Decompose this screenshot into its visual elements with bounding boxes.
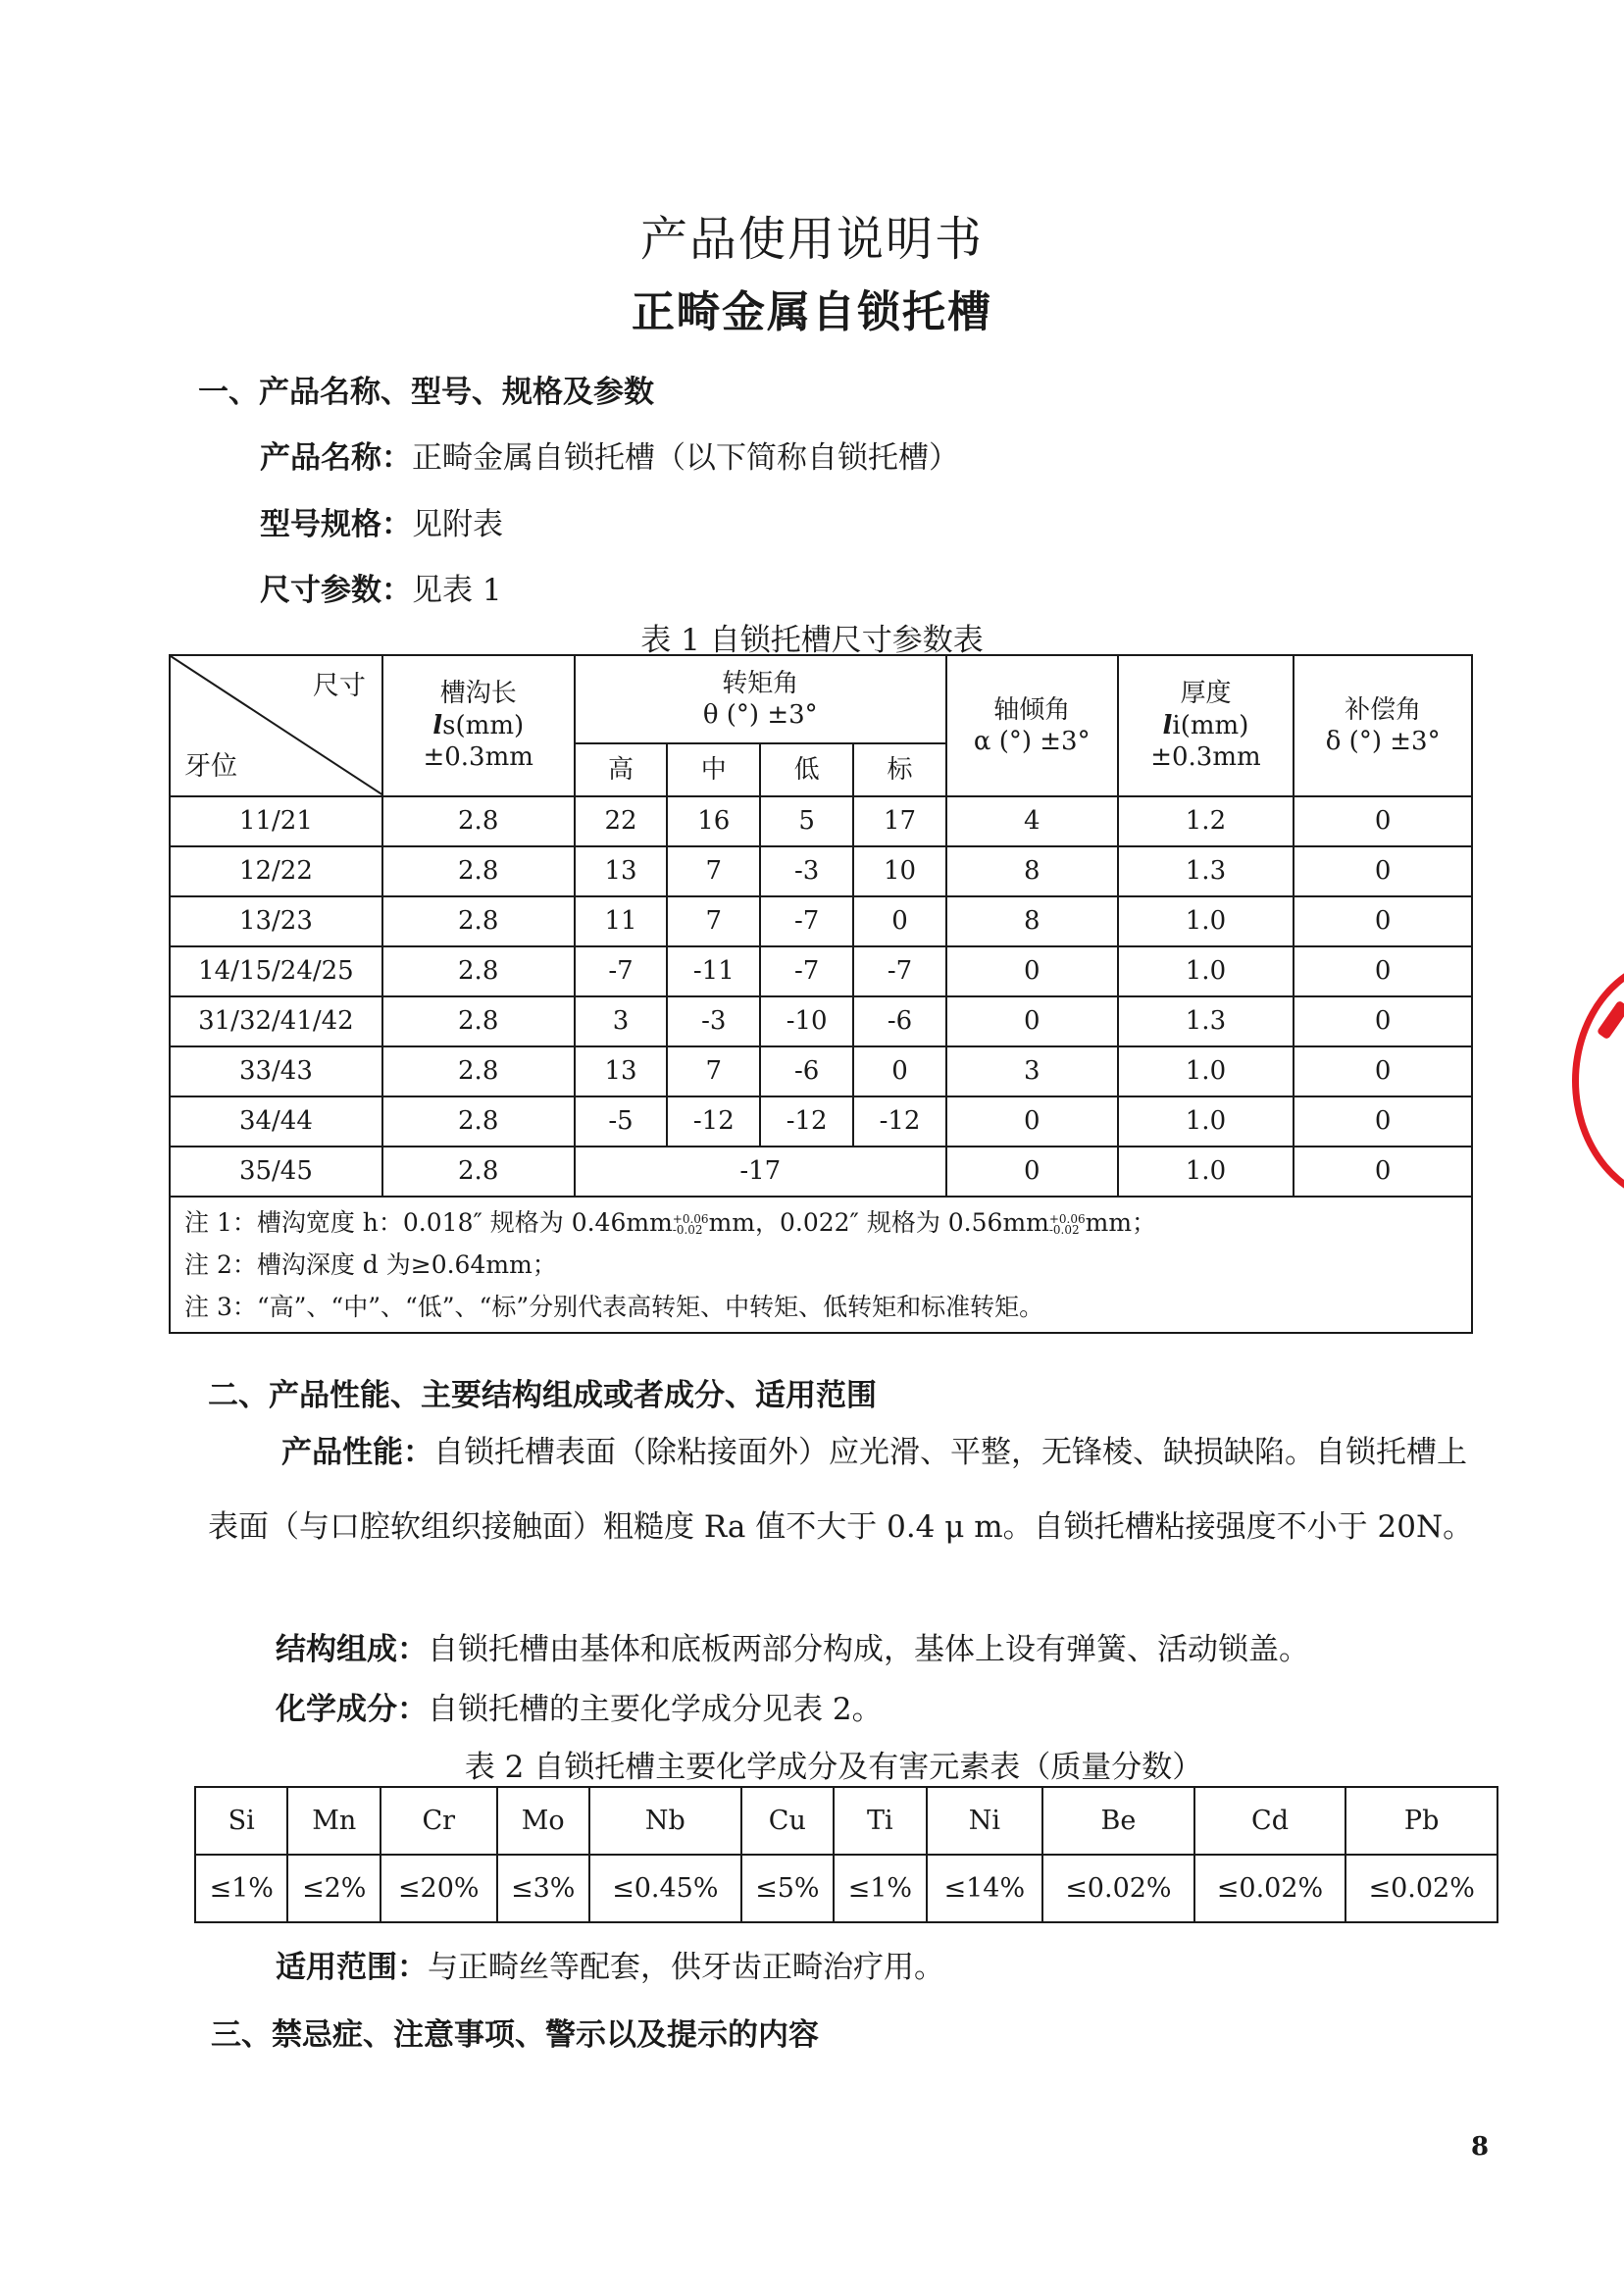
corner-top-label: 尺寸: [312, 671, 366, 701]
table-row: [170, 1046, 1472, 1096]
table-row: 35/45 2.8 -17 0 1.0 0: [170, 1147, 1472, 1197]
table-cell-thick: 1.0: [1118, 1046, 1294, 1096]
model-line: [260, 499, 503, 543]
table-cell-pos: 13/23: [170, 896, 382, 946]
page-number: 8: [1471, 2132, 1490, 2162]
element-header: Nb: [589, 1787, 741, 1855]
table1-caption: 表 1 自锁托槽尺寸参数表: [640, 623, 984, 658]
element-value: ≤5%: [741, 1855, 834, 1922]
table-cell-axis: 8: [946, 896, 1118, 946]
table-cell-thick: 1.0: [1118, 946, 1294, 996]
element-value: ≤0.02%: [1345, 1855, 1497, 1922]
element-value: ≤0.02%: [1042, 1855, 1194, 1922]
table-cell-std: -7: [853, 946, 946, 996]
element-header: Mo: [497, 1787, 589, 1855]
table-cell-hi: 3: [575, 996, 668, 1046]
table-cell-lo: -6: [760, 1046, 853, 1096]
table-cell-std: 0: [853, 896, 946, 946]
table-cell-axis: 0: [946, 996, 1118, 1046]
table2: [194, 1786, 1498, 1923]
table-cell-mid: 7: [667, 846, 760, 896]
table-cell-lo: -7: [760, 896, 853, 946]
table-cell-hi: -5: [575, 1096, 668, 1147]
header-compensation: 补偿角 δ (°) ±3°: [1294, 655, 1472, 796]
product-name-line: [260, 433, 959, 477]
table-cell-len: 2.8: [382, 1096, 575, 1147]
table1-corner-cell: [170, 655, 382, 796]
table-row: [170, 946, 1472, 996]
element-header: Be: [1042, 1787, 1194, 1855]
subheader-low: 低: [760, 743, 853, 796]
table-row: [170, 796, 1472, 846]
table-cell-len: 2.8: [382, 846, 575, 896]
element-header: Cr: [381, 1787, 497, 1855]
table-cell-axis: 0: [946, 946, 1118, 996]
corner-bottom-label: 牙位: [184, 751, 237, 783]
chemistry-text: 自锁托槽的主要化学成分见表 2。: [428, 1692, 883, 1727]
table-cell-mid: -12: [667, 1096, 760, 1147]
table-cell-comp: 0: [1294, 896, 1472, 946]
subheader-mid: 中: [667, 743, 760, 796]
table-cell-mid: -3: [667, 996, 760, 1046]
dimension-label: 尺寸参数：: [260, 573, 412, 608]
table-cell-std: -6: [853, 996, 946, 1046]
note-1: 注 1：槽沟宽度 h：0.018″ 规格为 0.46mm+0.06 -0.02 mm，0.022″ 规格为 0.56mm+0.06 -0.02 mm；: [184, 1208, 1157, 1237]
table-cell-pos: 11/21: [170, 796, 382, 846]
element-header: Si: [195, 1787, 287, 1855]
table-cell-len: 2.8: [382, 996, 575, 1046]
table-cell-std: 0: [853, 1046, 946, 1096]
table-cell-axis: 8: [946, 846, 1118, 896]
table-cell-hi: 13: [575, 846, 668, 896]
table2-values-row: [195, 1855, 1497, 1922]
element-value: ≤20%: [381, 1855, 497, 1922]
document-subtitle: 正畸金属自锁托槽: [632, 287, 992, 337]
table-cell-thick: 1.3: [1118, 996, 1294, 1046]
chemistry-line: [276, 1684, 883, 1728]
table-cell-len: 2.8: [382, 796, 575, 846]
table-cell-lo: -3: [760, 846, 853, 896]
scope-text: 与正畸丝等配套，供牙齿正畸治疗用。: [428, 1950, 944, 1985]
table-cell-axis: 3: [946, 1046, 1118, 1096]
scope-label: 适用范围：: [276, 1950, 428, 1985]
element-value: ≤0.45%: [589, 1855, 741, 1922]
table-cell-comp: 0: [1294, 946, 1472, 996]
header-axis-angle: 轴倾角 α (°) ±3°: [946, 655, 1118, 796]
element-header: Pb: [1345, 1787, 1497, 1855]
document-title: 产品使用说明书: [639, 212, 984, 267]
table-cell-thick: 1.0: [1118, 896, 1294, 946]
table-cell-len: 2.8: [382, 946, 575, 996]
table-cell-comp: 0: [1294, 796, 1472, 846]
dimension-line: [260, 565, 502, 609]
element-value: ≤3%: [497, 1855, 589, 1922]
table-cell-lo: -7: [760, 946, 853, 996]
element-header: Mn: [287, 1787, 380, 1855]
table-cell-std: 10: [853, 846, 946, 896]
table-cell-comp: 0: [1294, 1046, 1472, 1096]
table-cell-thick: 1.0: [1118, 1096, 1294, 1147]
table-cell-len: 2.8: [382, 1046, 575, 1096]
chemistry-label: 化学成分：: [276, 1692, 428, 1727]
table-cell-pos: 33/43: [170, 1046, 382, 1096]
structure-line: [276, 1624, 1309, 1668]
element-header: Ni: [927, 1787, 1043, 1855]
section1-heading: 一、产品名称、型号、规格及参数: [198, 375, 654, 410]
table2-caption: 表 2 自锁托槽主要化学成分及有害元素表（质量分数）: [464, 1750, 1203, 1785]
performance-label: 产品性能：: [281, 1435, 433, 1470]
table-cell-comp: 0: [1294, 1096, 1472, 1147]
table-cell-hi: -7: [575, 946, 668, 996]
product-name-label: 产品名称：: [260, 440, 412, 476]
header-groove-length: 槽沟长 ls(mm) ±0.3mm: [382, 655, 575, 796]
element-value: ≤2%: [287, 1855, 380, 1922]
table1: [169, 654, 1473, 1334]
table-cell-hi: 13: [575, 1046, 668, 1096]
table1-header-row: [170, 655, 1472, 743]
table-cell-std: 17: [853, 796, 946, 846]
element-value: ≤1%: [834, 1855, 926, 1922]
structure-label: 结构组成：: [276, 1632, 428, 1667]
element-header: Ti: [834, 1787, 926, 1855]
model-label: 型号规格：: [260, 507, 412, 542]
subheader-std: 标: [853, 743, 946, 796]
table-cell-pos: 34/44: [170, 1096, 382, 1147]
table-row: [170, 846, 1472, 896]
element-header: Cu: [741, 1787, 834, 1855]
dimension-value: 见表 1: [412, 573, 502, 608]
element-value: ≤0.02%: [1194, 1855, 1346, 1922]
table-cell-std: -12: [853, 1096, 946, 1147]
red-seal-stamp: [1572, 956, 1624, 1205]
element-value: ≤14%: [927, 1855, 1043, 1922]
table-row: [170, 1096, 1472, 1147]
table2-header-row: [195, 1787, 1497, 1855]
table-cell-axis: 0: [946, 1096, 1118, 1147]
table-row: [170, 896, 1472, 946]
table-cell-lo: -10: [760, 996, 853, 1046]
table-cell-len: 2.8: [382, 896, 575, 946]
table-cell-mid: 7: [667, 1046, 760, 1096]
structure-text: 自锁托槽由基体和底板两部分构成，基体上设有弹簧、活动锁盖。: [428, 1632, 1309, 1667]
element-header: Cd: [1194, 1787, 1346, 1855]
note-2: 注 2：槽沟深度 d 为≥0.64mm；: [184, 1250, 557, 1279]
table-cell-thick: 1.3: [1118, 846, 1294, 896]
table-cell-comp: 0: [1294, 996, 1472, 1046]
scope-line: [276, 1942, 944, 1986]
table-cell-lo: -12: [760, 1096, 853, 1147]
table-cell-mid: 7: [667, 896, 760, 946]
table-row: [170, 996, 1472, 1046]
table-cell-mid: 16: [667, 796, 760, 846]
subheader-high: 高: [575, 743, 668, 796]
element-value: ≤1%: [195, 1855, 287, 1922]
table-cell-pos: 14/15/24/25: [170, 946, 382, 996]
note-3: 注 3：“高”、“中”、“低”、“标”分别代表高转矩、中转矩、低转矩和标准转矩。: [184, 1293, 1044, 1321]
performance-text: 自锁托槽表面（除粘接面外）应光滑、平整，无锋棱、缺损缺陷。自锁托槽上表面（与口腔软组织接触面）粗糙度 Ra 值不大于 0.4 μ m。自锁托槽粘接强度不小于 20N。: [208, 1435, 1474, 1545]
section3-heading: 三、禁忌症、注意事项、警示以及提示的内容: [211, 2017, 819, 2053]
product-name-value: 正畸金属自锁托槽（以下简称自锁托槽）: [412, 440, 959, 476]
table-cell-hi: 22: [575, 796, 668, 846]
table-cell-lo: 5: [760, 796, 853, 846]
table-cell-hi: 11: [575, 896, 668, 946]
section2-heading: 二、产品性能、主要结构组成或者成分、适用范围: [208, 1378, 877, 1413]
table1-notes-row: [170, 1197, 1472, 1333]
model-value: 见附表: [412, 507, 503, 542]
table-cell-mid: -11: [667, 946, 760, 996]
table-cell-axis: 4: [946, 796, 1118, 846]
header-torque: 转矩角 θ (°) ±3°: [575, 655, 946, 743]
table-cell-thick: 1.2: [1118, 796, 1294, 846]
table-cell-comp: 0: [1294, 846, 1472, 896]
header-thickness: 厚度 li(mm) ±0.3mm: [1118, 655, 1294, 796]
table-cell-pos: 31/32/41/42: [170, 996, 382, 1046]
performance-paragraph: [208, 1415, 1483, 1564]
table-cell-pos: 12/22: [170, 846, 382, 896]
